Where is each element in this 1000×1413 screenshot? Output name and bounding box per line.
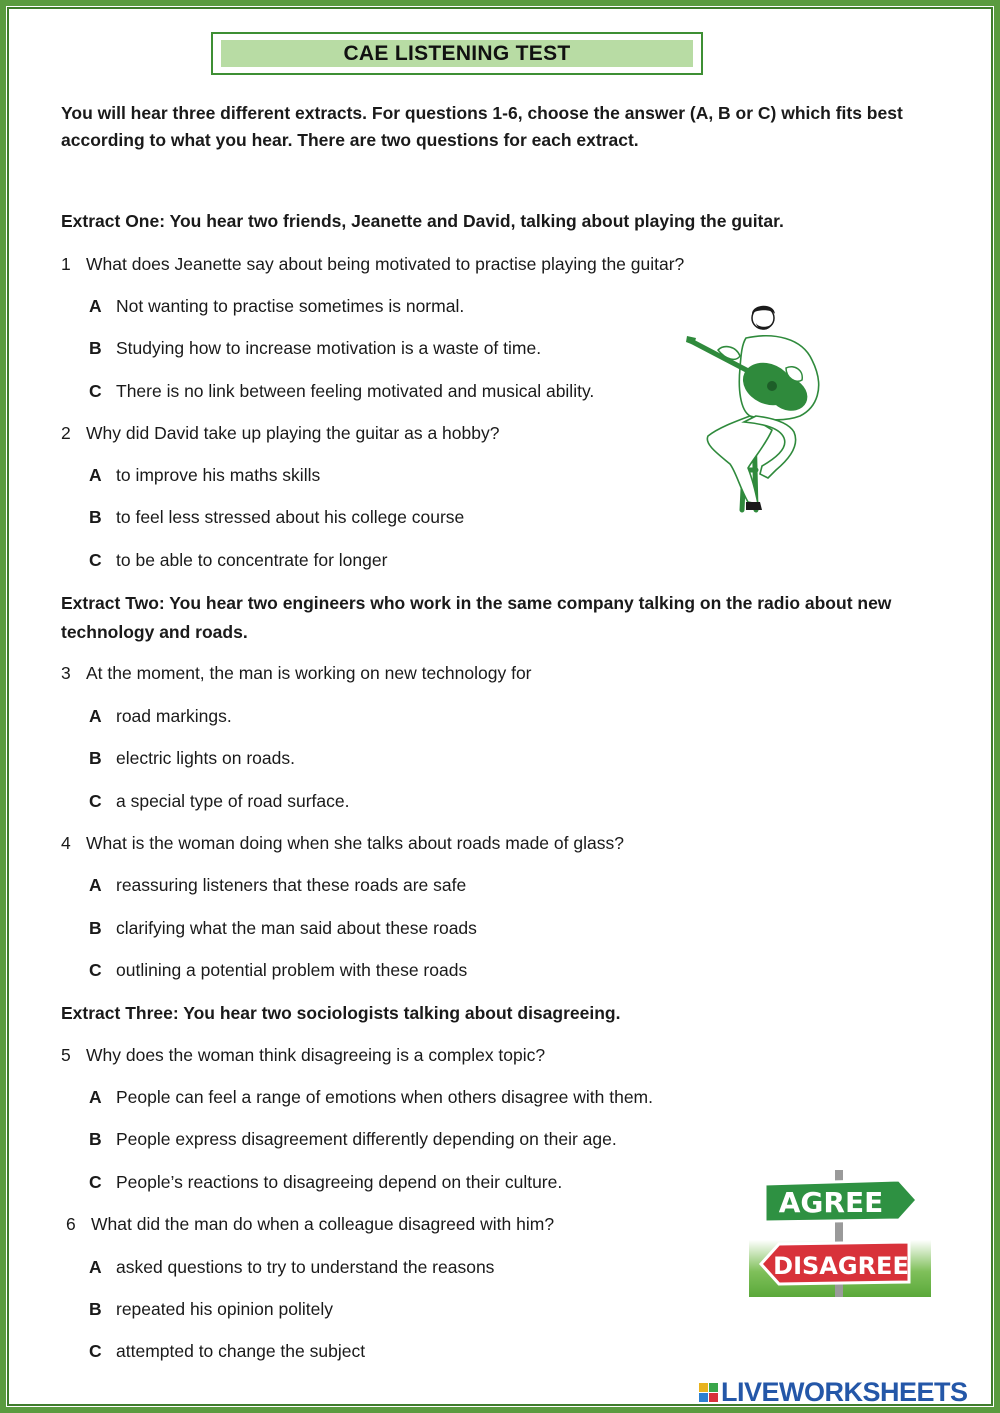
option-text: People express disagreement differently depending on their age.	[116, 1129, 617, 1149]
option-letter: A	[89, 296, 102, 316]
option-text: repeated his opinion politely	[116, 1299, 333, 1319]
q5-option-c[interactable]	[89, 1171, 562, 1193]
option-letter: A	[89, 1257, 102, 1277]
q3-option-c[interactable]	[89, 790, 349, 812]
option-letter: B	[89, 507, 102, 527]
question-6	[66, 1213, 554, 1235]
q2-option-b[interactable]	[89, 506, 464, 528]
option-text: People’s reactions to disagreeing depend on their culture.	[116, 1172, 563, 1192]
option-text: Studying how to increase motivation is a waste of time.	[116, 338, 542, 358]
question-number: 1	[61, 254, 71, 274]
instructions: You will hear three different extracts. For questions 1-6, choose the answer (A, B or C) which fits best according to what you hear. There are two questions for each extract.	[61, 103, 903, 150]
sign-agree-text: AGREE	[778, 1186, 884, 1219]
extract-one-heading: Extract One: You hear two friends, Jeanette and David, talking about playing the guitar.	[61, 211, 784, 231]
option-letter: C	[89, 550, 102, 570]
option-letter: B	[89, 918, 102, 938]
option-letter: B	[89, 748, 102, 768]
q5-option-a[interactable]	[89, 1086, 653, 1108]
q6-option-b[interactable]	[89, 1298, 333, 1320]
q3-option-b[interactable]	[89, 747, 295, 769]
guitar-player-illustration	[684, 298, 834, 514]
option-text: There is no link between feeling motivated and musical ability.	[116, 381, 595, 401]
q4-option-a[interactable]	[89, 874, 466, 896]
q3-option-a[interactable]	[89, 705, 232, 727]
option-letter: B	[89, 338, 102, 358]
q4-option-b[interactable]	[89, 917, 477, 939]
q2-option-c[interactable]	[89, 549, 387, 571]
extract-two-heading: Extract Two: You hear two engineers who work in the same company talking on the radio about new technology and roads.	[61, 593, 892, 642]
option-text: People can feel a range of emotions when others disagree with them.	[116, 1087, 653, 1107]
option-letter: A	[89, 465, 102, 485]
option-text: clarifying what the man said about these roads	[116, 918, 477, 938]
question-5	[61, 1044, 545, 1066]
option-text: road markings.	[116, 706, 232, 726]
option-text: a special type of road surface.	[116, 791, 350, 811]
question-2	[61, 422, 499, 444]
sign-disagree-text: DISAGREE	[773, 1252, 909, 1280]
question-number: 6	[66, 1214, 76, 1234]
option-text: asked questions to try to understand the reasons	[116, 1257, 495, 1277]
question-3	[61, 662, 532, 684]
extract-three-heading: Extract Three: You hear two sociologists talking about disagreeing.	[61, 1003, 621, 1023]
option-text: Not wanting to practise sometimes is normal.	[116, 296, 465, 316]
option-text: to improve his maths skills	[116, 465, 321, 485]
q6-option-c[interactable]	[89, 1340, 365, 1362]
q1-option-a[interactable]	[89, 295, 464, 317]
option-letter: C	[89, 381, 102, 401]
question-number: 4	[61, 833, 71, 853]
question-text: What is the woman doing when she talks about roads made of glass?	[86, 833, 624, 853]
option-letter: B	[89, 1299, 102, 1319]
q2-option-a[interactable]	[89, 464, 320, 486]
page-title: CAE LISTENING TEST	[221, 40, 693, 67]
option-letter: C	[89, 1341, 102, 1361]
option-text: attempted to change the subject	[116, 1341, 366, 1361]
question-1	[61, 253, 684, 275]
option-text: electric lights on roads.	[116, 748, 295, 768]
option-letter: A	[89, 875, 102, 895]
option-text: to be able to concentrate for longer	[116, 550, 388, 570]
option-letter: C	[89, 1172, 102, 1192]
option-text: reassuring listeners that these roads are safe	[116, 875, 467, 895]
q1-option-c[interactable]	[89, 380, 594, 402]
q5-option-b[interactable]	[89, 1128, 617, 1150]
q1-option-b[interactable]	[89, 337, 541, 359]
question-text: Why did David take up playing the guitar as a hobby?	[86, 423, 500, 443]
agree-disagree-sign-image	[749, 1170, 931, 1297]
option-letter: B	[89, 1129, 102, 1149]
option-text: to feel less stressed about his college course	[116, 507, 465, 527]
question-number: 3	[61, 663, 71, 683]
option-text: outlining a potential problem with these roads	[116, 960, 468, 980]
q6-option-a[interactable]	[89, 1256, 494, 1278]
question-text: Why does the woman think disagreeing is a complex topic?	[86, 1045, 546, 1065]
question-text: What does Jeanette say about being motivated to practise playing the guitar?	[86, 254, 685, 274]
question-text: At the moment, the man is working on new technology for	[86, 663, 532, 683]
logo-text: LIVEWORKSHEETS	[721, 1377, 968, 1407]
liveworksheets-logo	[699, 1377, 968, 1408]
question-4	[61, 832, 624, 854]
question-number: 5	[61, 1045, 71, 1065]
option-letter: C	[89, 791, 102, 811]
option-letter: C	[89, 960, 102, 980]
title-box	[211, 32, 703, 75]
q4-option-c[interactable]	[89, 959, 467, 981]
option-letter: A	[89, 706, 102, 726]
logo-squares-icon	[699, 1383, 718, 1402]
question-number: 2	[61, 423, 71, 443]
option-letter: A	[89, 1087, 102, 1107]
question-text: What did the man do when a colleague disagreed with him?	[91, 1214, 555, 1234]
